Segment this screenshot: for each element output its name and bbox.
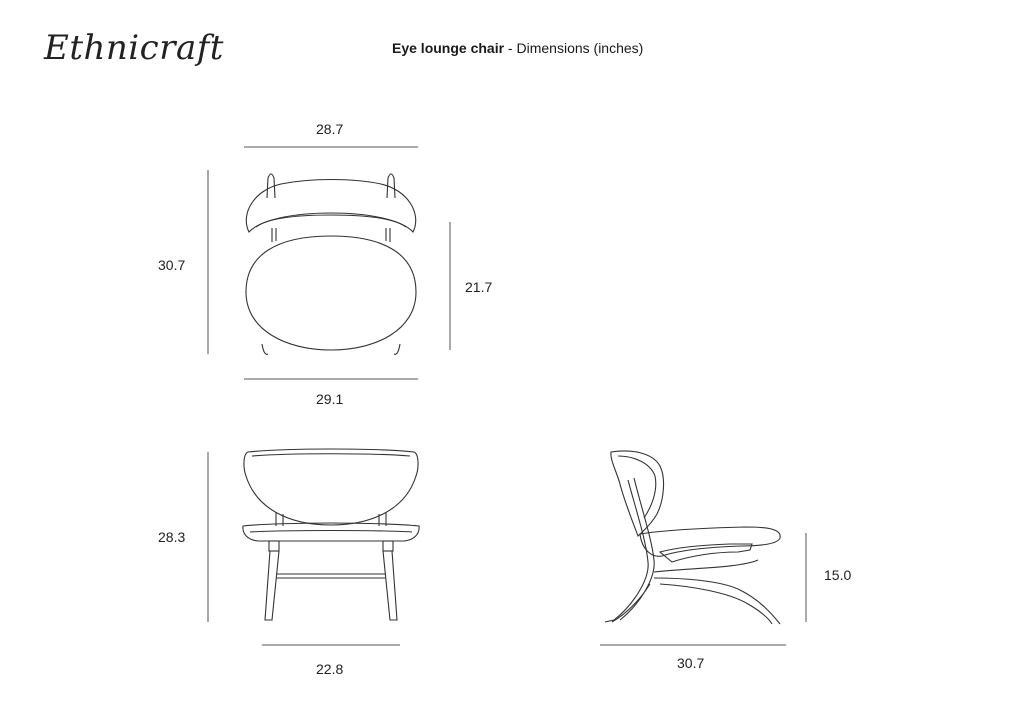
top-view-depth-label: 30.7: [158, 257, 186, 273]
side-view-seat-height-label: 15.0: [824, 567, 852, 583]
top-view-chair: [246, 174, 416, 354]
front-view-base-width-label: 22.8: [316, 661, 344, 677]
top-view-width-front-label: 29.1: [316, 391, 344, 407]
top-view: [208, 147, 450, 379]
side-view-depth-label: 30.7: [677, 655, 705, 671]
side-view: [600, 451, 806, 645]
front-view-chair: [243, 449, 419, 620]
title-subtitle: Dimensions (inches): [516, 40, 644, 56]
ethnicraft-logo: Ethnicraft: [44, 28, 224, 68]
top-view-width-back-label: 28.7: [316, 121, 344, 137]
title-separator: -: [504, 40, 517, 56]
side-view-chair: [605, 451, 780, 624]
product-name: Eye lounge chair: [392, 40, 505, 56]
front-view-height-label: 28.3: [158, 529, 186, 545]
front-view: [208, 449, 419, 645]
top-view-seat-depth-label: 21.7: [465, 279, 493, 295]
